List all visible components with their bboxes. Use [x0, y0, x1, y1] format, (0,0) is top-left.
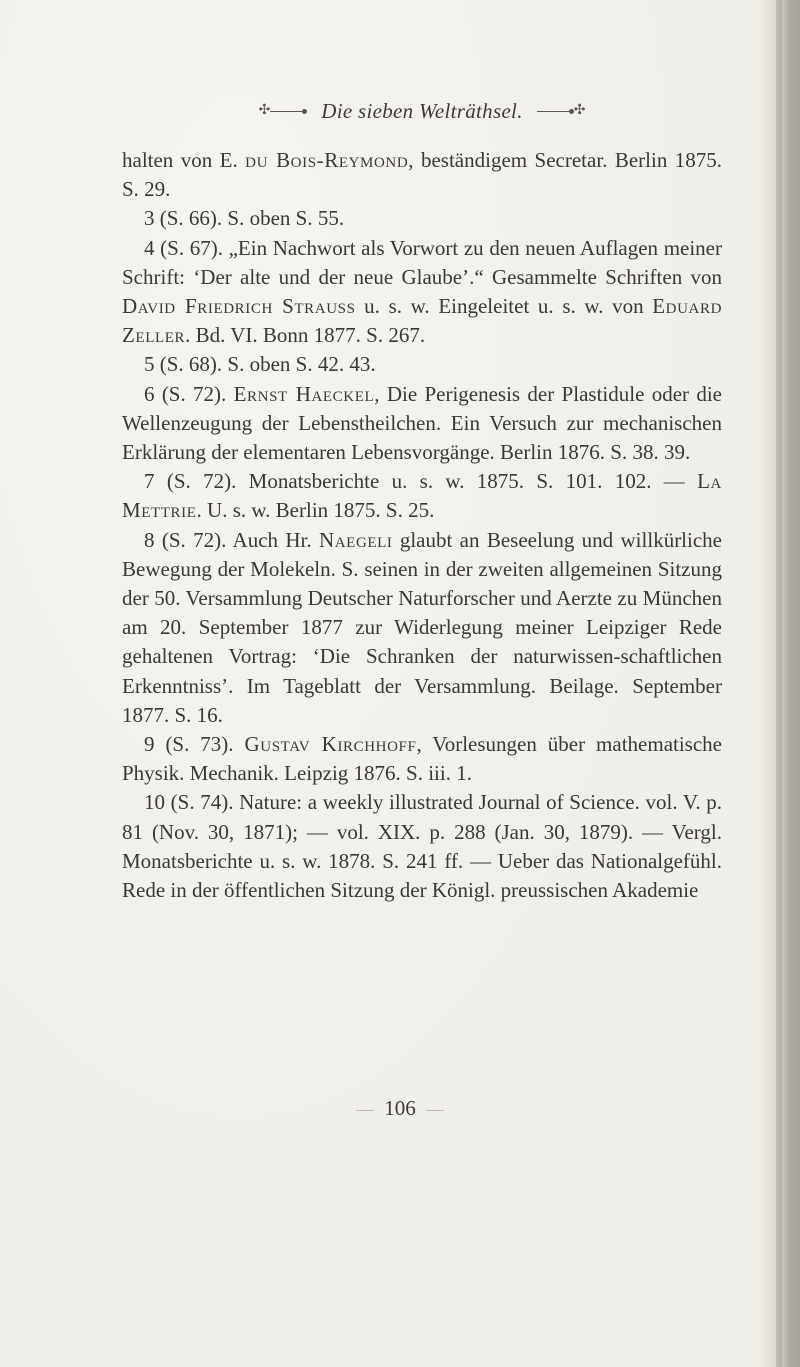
running-title: Die sieben Welträthsel.	[321, 98, 523, 123]
author-name: Naegeli	[318, 527, 393, 552]
note-3: 3 (S. 66). S. oben S. 55.	[144, 206, 345, 231]
header-ornament-left	[259, 104, 308, 118]
note-10: 10 (S. 74). Nature: a weekly illustrated Journal of Science. vol. V. p. 81 (Nov. 30, 1871); — vol. XIX. p. 288 (Jan. 30, 1879). — Vergl. Monatsberichte u. s. w. 1878. S. 241 ff. — Ueber das Nationalgefühl. Rede in der öffentlichen Sitzung der Königl. preussischen Akademie	[122, 790, 722, 903]
note-9: 9 (S. 73). Gustav Kirchhoff, Vorlesungen über mathematische Physik. Mechanik. Leipzig 1876. S. iii. 1.	[122, 732, 722, 786]
note-6: 6 (S. 72). Ernst Haeckel, Die Perigenesis der Plastidule oder die Wellenzeugung der Lebenstheilchen. Ein Versuch zur mechanischen Erklärung der elementaren Lebensvorgänge. Berlin 1876. S. 38. 39.	[122, 381, 722, 465]
author-name: Gustav Kirchhoff	[244, 732, 417, 757]
note-7: 7 (S. 72). Monatsberichte u. s. w. 1875. S. 101. 102. — La Mettrie. U. s. w. Berlin 1875. S. 25.	[122, 469, 722, 523]
ornament-cross-icon: ✣	[573, 103, 586, 118]
author-name: du Bois-Reymond	[245, 148, 409, 172]
page-number: 106	[0, 1096, 800, 1121]
running-header	[122, 96, 722, 126]
page-edge-line	[776, 0, 782, 1367]
note-4: 4 (S. 67). „Ein Nachwort als Vorwort zu den neuen Auflagen meiner Schrift: ‘Der alte und der neue Glaube’.“ Gesammelte Schriften von David Friedrich Strauss u. s. w. Eingeleitet u. s. w. von Eduard Zeller. Bd. VI. Bonn 1877. S. 267.	[122, 235, 722, 348]
note-continuation: halten von E. du Bois-Reymond, beständigem Secretar. Berlin 1875. S. 29.	[122, 148, 722, 202]
author-name: Ernst Haeckel	[233, 381, 375, 406]
author-name: La Mettrie	[122, 469, 722, 523]
ornament-cross-icon: ✣	[258, 103, 271, 118]
author-name: David Friedrich Strauss	[122, 294, 356, 319]
note-5: 5 (S. 68). S. oben S. 42. 43.	[144, 352, 376, 377]
header-ornament-right	[537, 104, 586, 118]
author-name: Eduard Zeller	[122, 294, 722, 348]
note-8: 8 (S. 72). Auch Hr. Naegeli glaubt an Beseelung und willkürliche Bewegung der Molekeln. S. seinen in der zweiten allgemeinen Sitzung der 50. Versammlung Deutscher Naturforscher und Aerzte zu München am 20. September 1877 zur Widerlegung meiner Leipziger Rede gehaltenen Vortrag: ‘Die Schranken der naturwissen-schaftlichen Erkenntniss’. Im Tageblatt der Versammlung. Beilage. September 1877. S. 16.	[122, 527, 722, 727]
body-text	[122, 146, 722, 905]
